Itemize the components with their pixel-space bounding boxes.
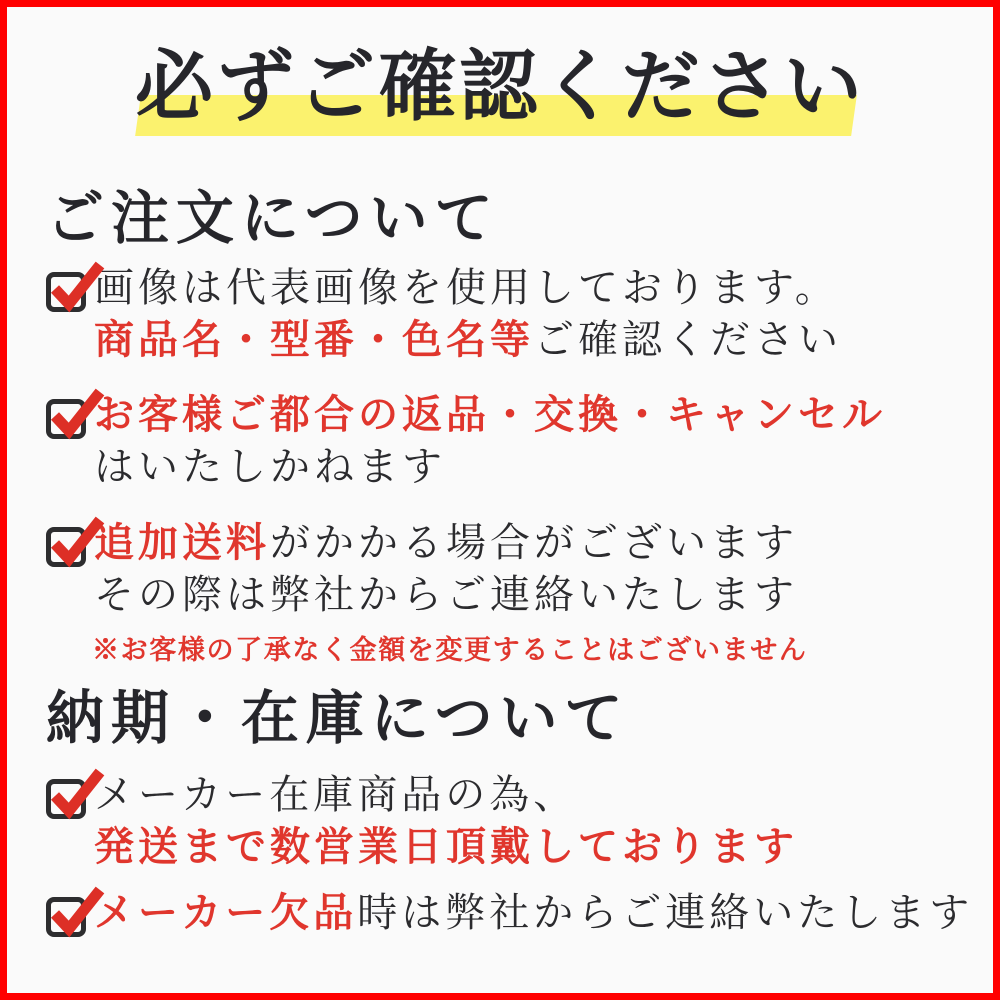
item-text-block	[94, 262, 842, 366]
item-text: はいたしかねます	[94, 444, 446, 489]
item-text-block	[94, 769, 798, 873]
item-text-emphasis: 発送まで数営業日頂戴しております	[94, 824, 798, 869]
section-heading-delivery-stock: 納期・在庫について	[46, 686, 630, 751]
item-text: 画像は代表画像を使用しております。	[94, 265, 839, 310]
item-text-emphasis: 商品名・型番・色名等	[94, 317, 534, 362]
item-text-emphasis: 追加送料	[94, 520, 270, 565]
checkbox-icon	[46, 272, 86, 312]
checkbox-icon	[46, 779, 86, 819]
list-item	[46, 262, 842, 366]
item-text-block	[94, 887, 973, 939]
item-text: がかかる場合がございます	[270, 520, 798, 565]
list-item	[46, 517, 798, 621]
checkbox-icon	[46, 897, 86, 937]
item-text: ご確認ください	[534, 317, 842, 362]
fine-print-note: ※お客様の了承なく金額を変更することはございません	[92, 635, 808, 665]
checkbox-icon	[46, 399, 86, 439]
checkbox-icon	[46, 527, 86, 567]
item-text-block	[94, 389, 886, 493]
list-item	[46, 769, 798, 873]
item-text: 時は弊社からご連絡いたします	[357, 890, 974, 935]
section-heading-orders: ご注文について	[46, 186, 500, 251]
item-text: メーカー在庫商品の為、	[94, 772, 578, 817]
title-block	[7, 38, 993, 136]
item-text: その際は弊社からご連絡いたします	[94, 572, 798, 617]
list-item	[46, 389, 886, 493]
item-text-emphasis: メーカー欠品	[94, 890, 358, 935]
item-text-emphasis: お客様ご都合の返品・交換・キャンセル	[94, 392, 886, 437]
item-text-block	[94, 517, 798, 621]
page-title: 必ずご確認ください	[134, 43, 866, 130]
list-item	[46, 887, 973, 939]
